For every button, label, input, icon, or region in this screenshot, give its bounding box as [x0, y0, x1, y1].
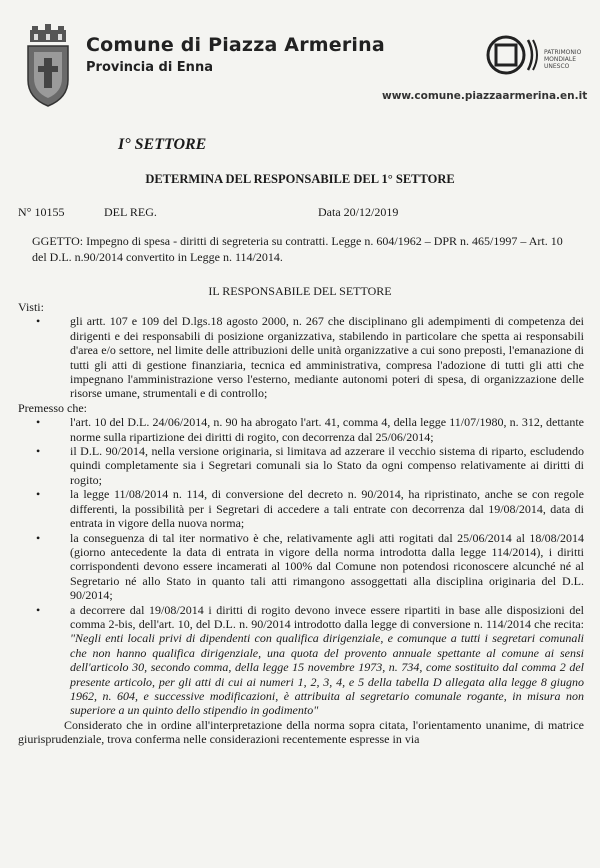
list-item [18, 487, 584, 530]
list-item [18, 314, 584, 400]
list-item [18, 531, 584, 603]
registry-label: DEL REG. [104, 205, 157, 219]
unesco-line-1: PATRIMONIO [544, 49, 582, 56]
closing-paragraph: Considerato che in ordine all'interpretazione della norma sopra citata, l'orientamento unanime, di matrice giurisprudenziale, trova conferma nelle considerazioni recentemente espresse in via [18, 717, 584, 747]
bullet-icon: • [36, 444, 41, 459]
premesso-label: Premesso che: [18, 400, 87, 415]
bullet-icon: • [36, 314, 41, 329]
quoted-law-text: "Negli enti locali privi di dipendenti con qualifica dirigenziale, e comunque a tutti i segretari comunali che non hanno qualifica dirigenziale, una quota del provento annuale spettante al comune ai sensi dell'articolo 30, secondo comma, della legge 15 novembre 1973, n. 734, come sostituito dal comma 2 del presente articolo, per gli atti di cui ai numeri 1, 2, 3, 4, e 5 della tabella D allegata alla legge 8 giugno 1962, n. 604, e successive modificazioni, è attribuita al segretario comunale rogante, in misura non superiore a un quinto dello stipendio in godimento" [70, 631, 584, 718]
list-item-text: il D.L. 90/2014, nella versione originaria, si limitava ad azzerare il vecchio sistema di riparto, escludendo quindi completamente sia i Segretari comunali sia lo Stato da ogni compenso relativamente ai diritti di rogito; [70, 444, 584, 487]
list-item-text: l'art. 10 del D.L. 24/06/2014, n. 90 ha abrogato l'art. 41, comma 4, della legge 11/07/1980, n. 312, dettante norme sulla ripartizione dei diritti di rogito, con decorrenza dal 25/06/2014; [70, 415, 584, 444]
unesco-line-2: MONDIALE [544, 56, 577, 63]
list-item-text: a decorrere dal 19/08/2014 i diritti di rogito devono invece essere ripartiti in base alle disposizioni del comma 2-bis, dell'art. 10, del D.L. n. 90/2014 introdotto dalla legge di conversione n. 114/2014 che recita: [70, 602, 584, 631]
list-item-text: la legge 11/08/2014 n. 114, di conversione del decreto n. 90/2014, ha ripristinato, anche se con regole differenti, la possibilità per i Segretari di accedere a tali entrate con decorrenza dal 19/08/2014, data di entrata in vigore della nuova norma; [70, 487, 584, 531]
list-item [18, 415, 584, 444]
coat-of-arms-logo [22, 24, 74, 110]
bullet-icon: • [36, 602, 41, 617]
responsible-heading: IL RESPONSABILE DEL SETTORE [208, 284, 392, 298]
website-url: www.comune.piazzaarmerina.en.it [382, 90, 588, 102]
visti-label: Visti: [18, 300, 44, 314]
list-item-text: la conseguenza di tal iter normativo è che, relativamente agli atti rogitati dal 25/06/2014 al 18/08/2014 (giorno antecedente la data di entrata in vigore della norma introdotta dalla legge 114/2014), i diritti corrispondenti devono essere incamerati al 100% dal Comune non potendosi riconoscere alcunché né al Segretario né allo Stato in quanto tali atti rimangono assoggettati alla disciplina originaria del D.L. 90/2014; [70, 530, 584, 603]
bullet-icon: • [36, 487, 41, 502]
province-name: Provincia di Enna [86, 60, 213, 75]
document-date: Data 20/12/2019 [318, 205, 399, 219]
bullet-icon: • [36, 530, 41, 545]
list-item-text: gli artt. 107 e 109 del D.lgs.18 agosto 2000, n. 267 che disciplinano gli adempimenti di competenza dei dirigenti e dei responsabili di posizione organizzativa, stabilendo in particolare che spetta ai responsabili d'area e/o settore, nel limite delle attribuzioni delle unità organizzative a cui sono preposti, l'emanazione di tutti gli atti di gestione finanziaria, tecnica ed amministrativa, compresa l'adozione di tutti gli atti che impegnano l'amministrazione verso l'esterno, mediante autonomi poteri di spesa, di organizzazione delle risorse umane, strumentali e di controllo; [70, 314, 584, 401]
unesco-heritage-logo [486, 34, 588, 76]
municipality-name: Comune di Piazza Armerina [86, 34, 385, 56]
bullet-icon: • [36, 415, 41, 430]
sector-heading: I° SETTORE [118, 136, 207, 153]
document-subject: GGETTO: Impegno di spesa - diritti di segreteria su contratti. Legge n. 604/1962 – DPR n. 465/1997 – Art. 10 del D.L. n.90/2014 convertito in Legge n. 114/2014. [32, 234, 563, 264]
list-item [18, 444, 584, 487]
document-title: DETERMINA DEL RESPONSABILE DEL 1° SETTORE [145, 172, 455, 186]
list-item [18, 603, 584, 718]
unesco-line-3: UNESCO [544, 63, 570, 70]
document-body [18, 300, 584, 747]
registry-number: N° 10155 [18, 205, 65, 219]
